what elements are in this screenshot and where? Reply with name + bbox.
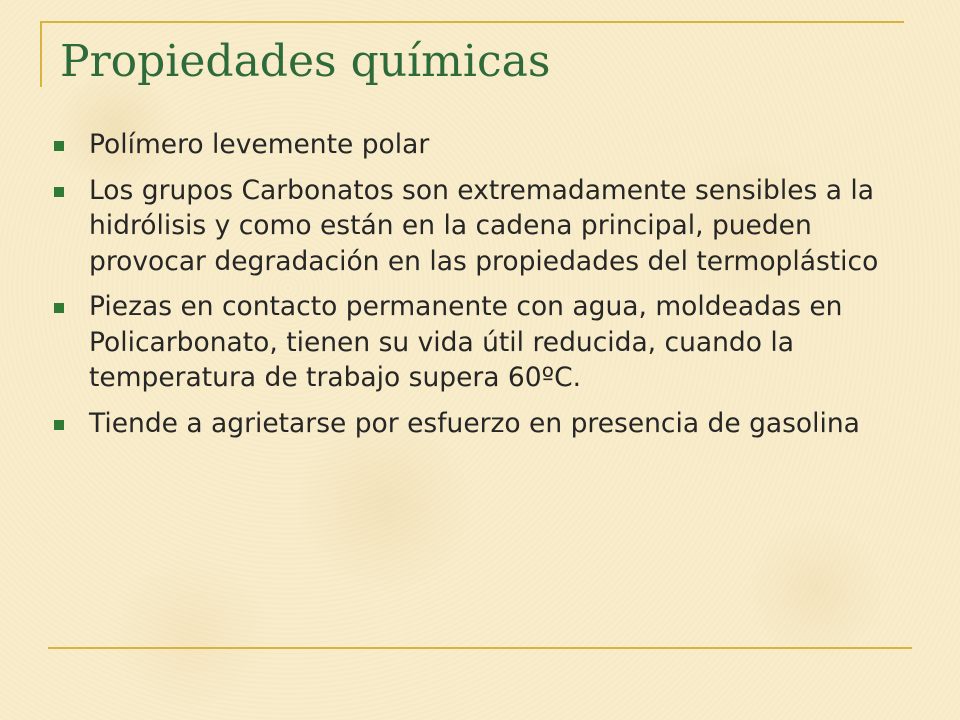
slide-title: Propiedades químicas xyxy=(60,36,551,87)
bullet-text: Tiende a agrietarse por esfuerzo en presencia de gasolina xyxy=(89,407,860,439)
bullet-text: Los grupos Carbonatos son extremadamente sensibles a la hidrólisis y como están en la cadena principal, pueden provocar degradación en las propiedades del termoplástico xyxy=(89,174,879,277)
square-bullet-icon xyxy=(54,187,64,197)
frame-bottom-line xyxy=(48,647,912,649)
bullet-list xyxy=(50,127,910,451)
bullet-item xyxy=(50,173,910,280)
frame-left-line xyxy=(40,21,42,87)
bullet-item xyxy=(50,406,910,442)
bullet-text: Piezas en contacto permanente con agua, moldeadas en Policarbonato, tienen su vida útil reducida, cuando la temperatura de trabajo supera 60ºC. xyxy=(89,291,843,393)
bullet-item xyxy=(50,289,910,396)
square-bullet-icon xyxy=(54,303,64,313)
bullet-item xyxy=(50,127,910,163)
frame-top-line xyxy=(40,21,904,23)
square-bullet-icon xyxy=(54,141,64,151)
bullet-text: Polímero levemente polar xyxy=(89,129,430,160)
square-bullet-icon xyxy=(54,420,64,430)
